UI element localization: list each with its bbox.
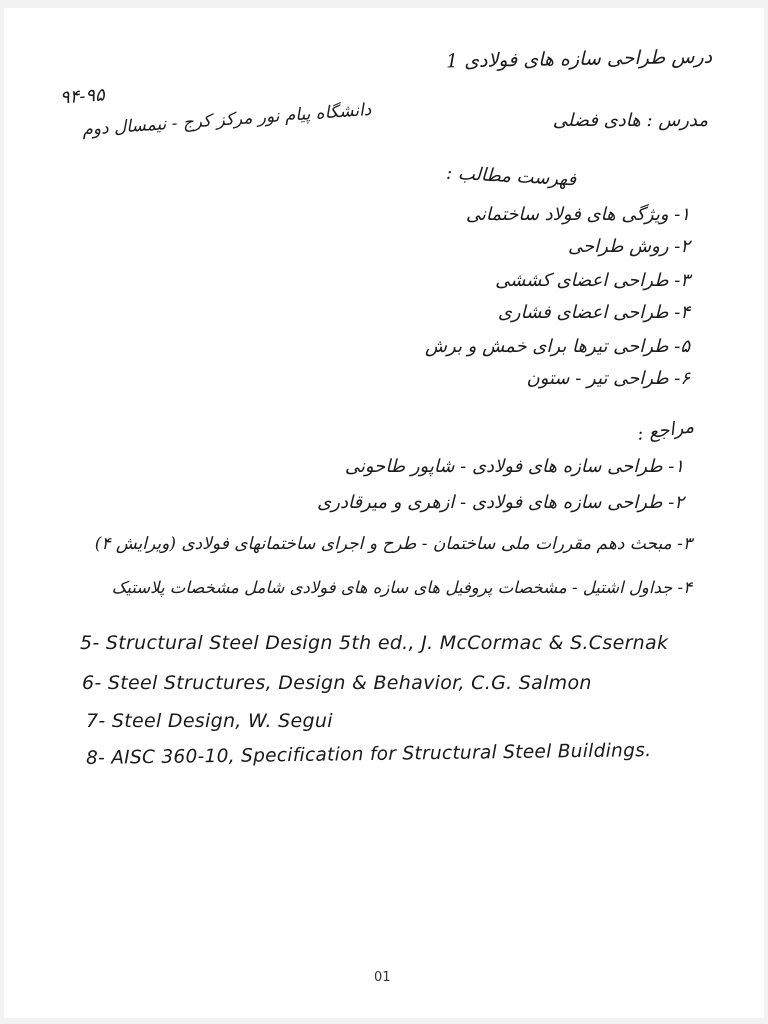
- reference-item: 6- Steel Structures, Design & Behavior, C.G. Salmon: [82, 672, 592, 694]
- contents-item: ۱- ویژگی های فولاد ساختمانی: [465, 204, 690, 225]
- university-term: دانشگاه پیام نور مرکز کرج - نیمسال دوم: [81, 99, 373, 141]
- academic-year: ۹۴-۹۵: [59, 84, 106, 109]
- contents-item: ۳- طراحی اعضای کششی: [495, 270, 690, 291]
- page-number: 01: [374, 970, 391, 985]
- reference-item: 8- AISC 360-10, Specification for Structural Steel Buildings.: [85, 740, 652, 769]
- reference-item: ۳- مبحث دهم مقررات ملی ساختمان - طرح و اجرای ساختمانهای فولادی (ویرایش ۴): [94, 534, 692, 554]
- contents-heading: فهرست مطالب :: [445, 162, 577, 191]
- reference-item: ۲- طراحی سازه های فولادی - ازهری و میرقادری: [317, 492, 684, 513]
- contents-item: ۲- روش طراحی: [568, 236, 690, 257]
- contents-item: ۶- طراحی تیر - ستون: [526, 368, 690, 389]
- reference-item: 5- Structural Steel Design 5th ed., J. McCormac & S.Csernak: [80, 632, 669, 654]
- reference-item: ۱- طراحی سازه های فولادی - شاپور طاحونی: [344, 456, 684, 477]
- contents-item: ۴- طراحی اعضای فشاری: [497, 302, 690, 323]
- reference-item: ۴- جداول اشتیل - مشخصات پروفیل های سازه های فولادی شامل مشخصات پلاستیک: [111, 578, 692, 597]
- instructor-name: مدرس : هادی فضلی: [552, 110, 708, 131]
- handwritten-page: [4, 8, 764, 1018]
- contents-item: ۵- طراحی تیرها برای خمش و برش: [425, 336, 690, 357]
- course-title: درس طراحی سازه های فولادی 1: [445, 45, 713, 73]
- references-heading: مراجع :: [635, 416, 696, 445]
- reference-item: 7- Steel Design, W. Segui: [86, 710, 333, 732]
